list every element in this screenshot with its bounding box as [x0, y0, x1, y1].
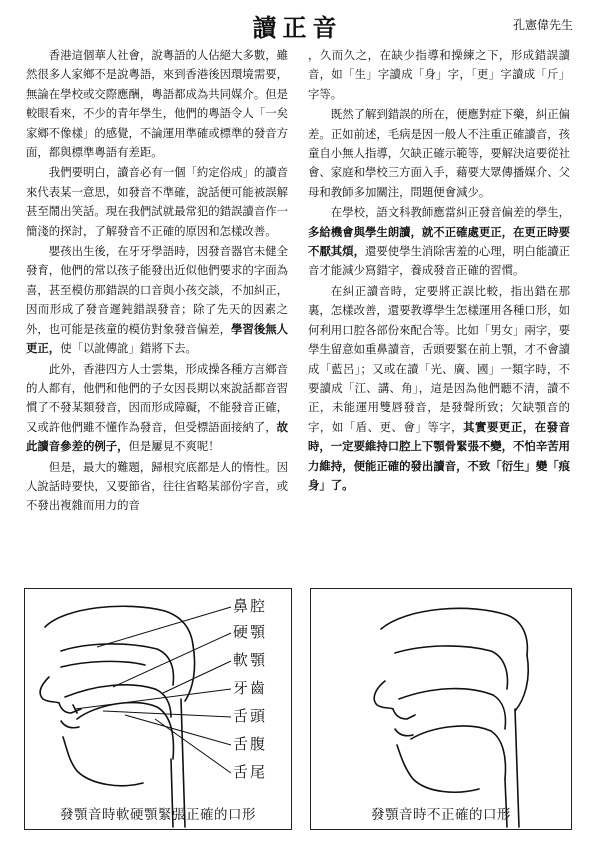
label-soft-palate: 軟顎	[233, 651, 268, 669]
paragraph: 在學校，語文科教師應當糾正發音偏差的學生，多給機會與學生朗讀，就不正確處更正，在更正時要不厭其煩，還要使學生消除害羞的心理，明白能讀正音才能減少寫錯字，養成發音正確的習慣。	[308, 205, 571, 278]
label-tongue: 舌頭	[233, 707, 268, 725]
figure-correct-mouth	[24, 588, 292, 830]
article-title: 讀正音	[252, 14, 343, 42]
paragraph: 香港這個華人社會，說粵語的人佔絕大多數，雖然很多人家鄉不是說粵語，來到香港後因環境需要，無論在學校或交際應酬，粵語都成為共同媒介。但是較眼看來，不少的青年學生，他們的粵語令人「一矣家鄉不像樣」的感覺，不論運用準確或標準的發音方面，都與標準粵語有差距。	[26, 48, 289, 160]
paragraph: 我們要明白，讀音必有一個「約定俗成」的讀音來代表某一意思，如發音不準確，說話便可能被誤解甚至鬧出笑話。現在我們試就最常犯的錯誤讀音作一簡淺的探討，了解發音不正確的原因和怎樣改善。	[26, 165, 289, 238]
label-nasal-cavity: 鼻腔	[233, 597, 268, 615]
paragraph: 嬰孩出生後，在牙牙學語時，因發音器官未健全發育，他們的常以孩子能發出近似他們要求的字面為喜，甚至模仿那錯誤的口音與小孩交談，不加糾正，因而形成了發音遲鈍錯誤發音；除了先天的因素之外，也可能是孩童的模仿對象發音偏差，學習後無人更正，使「以訛傳訛」錯將下去。	[26, 244, 289, 356]
figure-caption: 發顎音時軟硬顎緊張正確的口形	[60, 807, 256, 823]
paragraph: 既然了解到錯誤的所在，便應對症下藥，糾正偏差。正如前述，毛病是因一般人不注重正確讀音，孩童自小無人指導，欠缺正確示範等，要解決這要從社會、家庭和學校三方面入手，藉要大眾傳播媒介、父母和教師多加關注，問題便會減少。	[308, 107, 571, 199]
left-column	[26, 46, 288, 516]
paragraph: 此外，香港四方人士雲集，形成操各種方言鄉音的人都有，他們和他們的子女因長期以來說話都音習慣了不發某類發音，因而形成障礙，不能發音正確，又或許他們雖不懂作為發音，但受標語面接納了，故此讀音參差的例子，但是屢見不爽呢！	[26, 361, 289, 454]
label-tongue-root: 舌尾	[233, 763, 268, 781]
paragraph: 在糾正讀音時，定要將正誤比較，指出錯在那裏，怎樣改善，還要教導學生怎樣運用各種口形，如何利用口腔各部份來配合等。比如「男女」兩字，要學生留意如重鼻讀音，舌頭要緊在前上顎，才不會讀成「藍呂」；又或在讀「光、廣、國」一類字時，不要讀成「江、講、角」，這是因為他們聽不清，讀不正，未能運用雙唇發音，是發聲所致；欠缺顎音的字，如「盾、更、會」等字，其實要更正，在發音時，一定要維持口腔上下顎骨緊張不變，不怕辛苦用力維持，便能正確的發出讀音，不致「衍生」變「痕身」了。	[308, 283, 570, 492]
author-name: 孔憲偉先生	[512, 18, 573, 32]
right-column	[308, 46, 570, 495]
paragraph: ，久而久之，在缺少指導和操練之下，形成錯誤讀音，如「生」字讀成「身」字，「更」字讀成「斤」字等。	[308, 48, 570, 101]
mouth-cross-section-incorrect	[311, 589, 573, 831]
label-tongue-body: 舌腹	[233, 735, 268, 753]
figure-caption: 發顎音時不正確的口形	[371, 807, 511, 823]
label-hard-palate: 硬顎	[233, 623, 268, 641]
figure-incorrect-mouth	[310, 588, 572, 830]
paragraph: 但是，最大的難題，歸根究底都是人的惰性。因人說話時要快，又要節省，往往省略某部份字音，或不發出複雜而用力的音	[26, 459, 289, 513]
label-teeth: 牙齒	[233, 679, 268, 697]
